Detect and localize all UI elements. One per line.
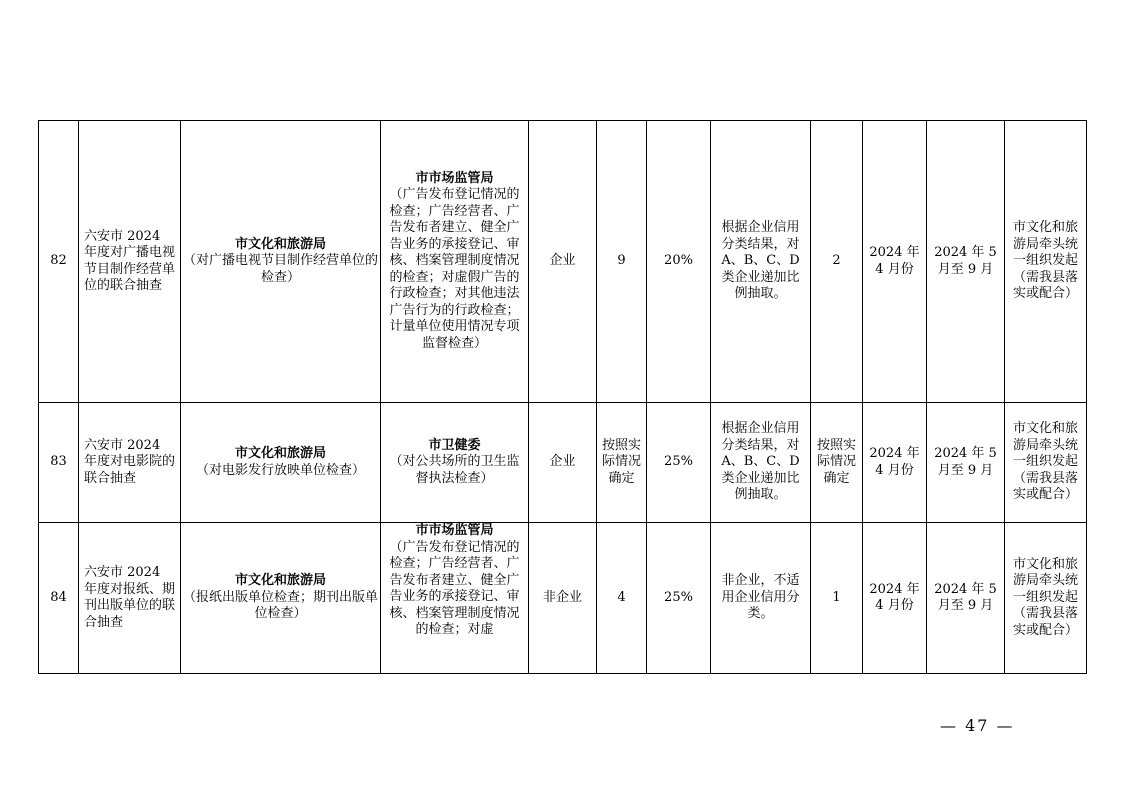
coop-inspection-item: （广告发布登记情况的检查；广告经营者、广告发布者建立、健全广告业务的承接登记、审核、档案管理制度情况的检查；对虚假广告的行政检查；对其他违法广告行为的行政检查；计量单位使用情况专项监督检查） <box>389 187 520 351</box>
inspection-object: 企业 <box>529 403 597 523</box>
coop-department-cell <box>381 121 529 403</box>
remark: 市文化和旅游局牵头统一组织发起（需我县落实或配合） <box>1005 121 1087 403</box>
lead-inspection-item: （报纸出版单位检查；期刊出版单位检查） <box>183 589 379 622</box>
inspection-table <box>38 120 1087 674</box>
inspection-times: 按照实际情况确定 <box>811 403 863 523</box>
task-name: 六安市 2024 年度对广播电视节目制作经营单位的联合抽查 <box>79 121 181 403</box>
table-row <box>39 121 1087 403</box>
row-number: 83 <box>39 403 79 523</box>
inspection-ratio: 20% <box>647 121 711 403</box>
sampling-method: 根据企业信用分类结果，对 A、B、C、D 类企业递加比例抽取。 <box>711 121 811 403</box>
inspection-ratio: 25% <box>647 523 711 674</box>
inspection-object: 非企业 <box>529 523 597 674</box>
coop-department: 市市场监管局 <box>415 170 494 186</box>
remark: 市文化和旅游局牵头统一组织发起（需我县落实或配合） <box>1005 523 1087 674</box>
lead-inspection-item: （对电影发行放映单位检查） <box>195 462 365 478</box>
inspection-count: 按照实际情况确定 <box>597 403 647 523</box>
coop-department: 市卫健委 <box>428 437 481 453</box>
table-row <box>39 523 1087 674</box>
coop-text-clip <box>386 523 523 673</box>
inspection-period: 2024 年 5 月至 9 月 <box>927 403 1005 523</box>
lead-department: 市文化和旅游局 <box>234 446 326 461</box>
coop-inspection-item: （对公共场所的卫生监督执法检查） <box>389 454 520 486</box>
inspection-times: 1 <box>811 523 863 674</box>
lead-department: 市文化和旅游局 <box>234 236 326 252</box>
row-number: 82 <box>39 121 79 403</box>
table-row <box>39 403 1087 523</box>
task-name: 六安市 2024 年度对电影院的联合抽查 <box>79 403 181 523</box>
inspection-count: 4 <box>597 523 647 674</box>
inspection-period: 2024 年 5 月至 9 月 <box>927 121 1005 403</box>
lead-department: 市文化和旅游局 <box>234 573 326 589</box>
sampling-method: 非企业，不适用企业信用分类。 <box>711 523 811 674</box>
start-time: 2024 年 4 月份 <box>863 523 927 674</box>
start-time: 2024 年 4 月份 <box>863 403 927 523</box>
lead-department-cell <box>181 403 381 523</box>
row-number: 84 <box>39 523 79 674</box>
coop-department: 市市场监管局 <box>415 523 494 538</box>
lead-department-cell <box>181 121 381 403</box>
lead-inspection-item: （对广播电视节目制作经营单位的检查） <box>183 253 379 285</box>
inspection-times: 2 <box>811 121 863 403</box>
inspection-object: 企业 <box>529 121 597 403</box>
coop-inspection-item: （广告发布登记情况的检查；广告经营者、广告发布者建立、健全广告业务的承接登记、审核、档案管理制度情况的检查；对虚 <box>389 539 520 637</box>
start-time: 2024 年 4 月份 <box>863 121 927 403</box>
inspection-period: 2024 年 5 月至 9 月 <box>927 523 1005 674</box>
inspection-count: 9 <box>597 121 647 403</box>
lead-department-cell <box>181 523 381 674</box>
page-number: — 47 — <box>940 716 1015 735</box>
coop-department-cell <box>381 403 529 523</box>
task-name: 六安市 2024 年度对报纸、期刊出版单位的联合抽查 <box>79 523 181 674</box>
remark: 市文化和旅游局牵头统一组织发起（需我县落实或配合） <box>1005 403 1087 523</box>
sampling-method: 根据企业信用分类结果，对 A、B、C、D 类企业递加比例抽取。 <box>711 403 811 523</box>
coop-department-cell <box>381 523 529 674</box>
inspection-ratio: 25% <box>647 403 711 523</box>
